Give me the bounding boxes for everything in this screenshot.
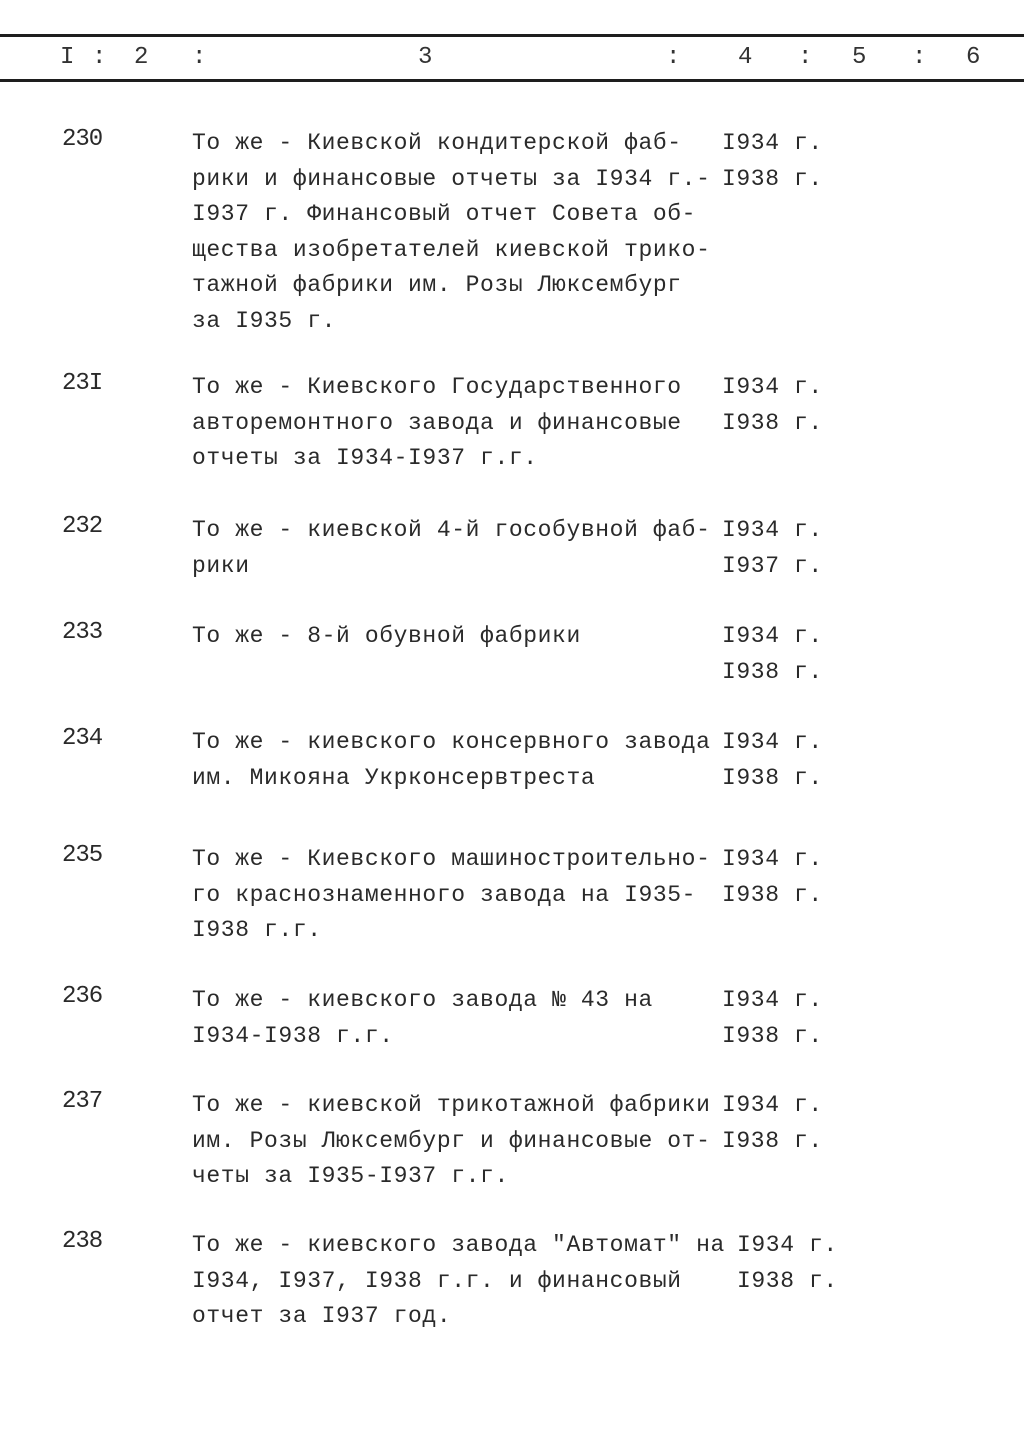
entry-description — [192, 126, 722, 339]
entry-number: 238 — [62, 1228, 103, 1255]
entry-dates — [722, 126, 823, 197]
entry-number: 232 — [62, 513, 103, 540]
description-line: То же - киевской трикотажной фабрики — [192, 1092, 711, 1118]
header-top-rule — [0, 34, 1024, 37]
entry-description — [192, 370, 722, 477]
entry-dates — [722, 1088, 823, 1159]
date-start: I934 г. — [722, 987, 823, 1013]
entry-dates — [737, 1228, 838, 1299]
entry-description — [192, 619, 722, 655]
column-header-5: 5 — [852, 44, 868, 71]
entry-dates — [722, 725, 823, 796]
entry-dates — [722, 370, 823, 441]
column-header-2: 2 — [134, 44, 150, 71]
description-line: отчеты за I934-I937 г.г. — [192, 445, 538, 471]
description-line: го краснознаменного завода на I935- — [192, 881, 697, 908]
entry-number: 230 — [62, 126, 103, 153]
entry-number: 233 — [62, 619, 103, 646]
description-line: тажной фабрики им. Розы Люксембург — [192, 272, 682, 298]
date-end: I938 г. — [737, 1267, 838, 1294]
date-start: I934 г. — [722, 374, 823, 400]
date-end: I938 г. — [722, 764, 823, 791]
entry-number: 235 — [62, 842, 103, 869]
entry-number: 23I — [62, 370, 103, 397]
description-line: рики — [192, 552, 250, 579]
date-start: I934 г. — [722, 130, 823, 156]
column-separator: : — [666, 44, 682, 71]
description-line: I934, I937, I938 г.г. и финансовый — [192, 1267, 682, 1294]
entry-description — [192, 983, 722, 1054]
description-line: То же - Киевского машиностроительно- — [192, 846, 711, 872]
column-header-3: 3 — [418, 44, 434, 71]
description-line: I938 г.г. — [192, 917, 322, 943]
description-line: То же - киевского завода № 43 на — [192, 987, 653, 1013]
date-end: I938 г. — [722, 1127, 823, 1154]
column-separator: : — [92, 44, 108, 71]
date-end: I937 г. — [722, 552, 823, 579]
description-line: рики и финансовые отчеты за I934 г.- — [192, 165, 711, 192]
description-line: То же - киевского консервного завода — [192, 729, 711, 755]
description-line: щества изобретателей киевской трико- — [192, 236, 711, 263]
column-separator: : — [192, 44, 208, 71]
entry-description — [192, 1228, 725, 1335]
description-line: То же - 8-й обувной фабрики — [192, 623, 581, 649]
date-start: I934 г. — [737, 1232, 838, 1258]
entry-number: 234 — [62, 725, 103, 752]
date-start: I934 г. — [722, 1092, 823, 1118]
column-header-6: 6 — [966, 44, 982, 71]
description-line: То же - Киевского Государственного — [192, 374, 682, 400]
column-header-4: 4 — [738, 44, 754, 71]
date-end: I938 г. — [722, 1022, 823, 1049]
column-header-1: I — [60, 44, 76, 71]
column-separator: : — [798, 44, 814, 71]
date-start: I934 г. — [722, 517, 823, 543]
description-line: за I935 г. — [192, 307, 337, 334]
entry-number: 236 — [62, 983, 103, 1010]
description-line: То же - Киевской кондитерской фаб- — [192, 130, 682, 156]
entry-description — [192, 725, 722, 796]
date-start: I934 г. — [722, 729, 823, 755]
description-line: отчет за I937 год. — [192, 1303, 452, 1329]
date-end: I938 г. — [722, 658, 823, 685]
date-start: I934 г. — [722, 846, 823, 872]
date-end: I938 г. — [722, 165, 823, 192]
header-bottom-rule — [0, 79, 1024, 82]
description-line: I937 г. Финансовый отчет Совета об- — [192, 201, 697, 227]
entry-dates — [722, 619, 823, 690]
entry-dates — [722, 842, 823, 913]
description-line: им. Микояна Укрконсервтреста — [192, 764, 596, 791]
date-start: I934 г. — [722, 623, 823, 649]
description-line: авторемонтного завода и финансовые — [192, 409, 682, 436]
description-line: То же - киевской 4-й гособувной фаб- — [192, 517, 711, 543]
description-line: четы за I935-I937 г.г. — [192, 1163, 509, 1189]
description-line: То же - киевского завода "Автомат" на — [192, 1232, 725, 1258]
entry-description — [192, 842, 722, 949]
entry-description — [192, 1088, 722, 1195]
date-end: I938 г. — [722, 881, 823, 908]
entry-dates — [722, 513, 823, 584]
entry-description — [192, 513, 722, 584]
column-separator: : — [912, 44, 928, 71]
entry-dates — [722, 983, 823, 1054]
entry-number: 237 — [62, 1088, 103, 1115]
description-line: им. Розы Люксембург и финансовые от- — [192, 1127, 711, 1154]
description-line: I934-I938 г.г. — [192, 1022, 394, 1049]
date-end: I938 г. — [722, 409, 823, 436]
